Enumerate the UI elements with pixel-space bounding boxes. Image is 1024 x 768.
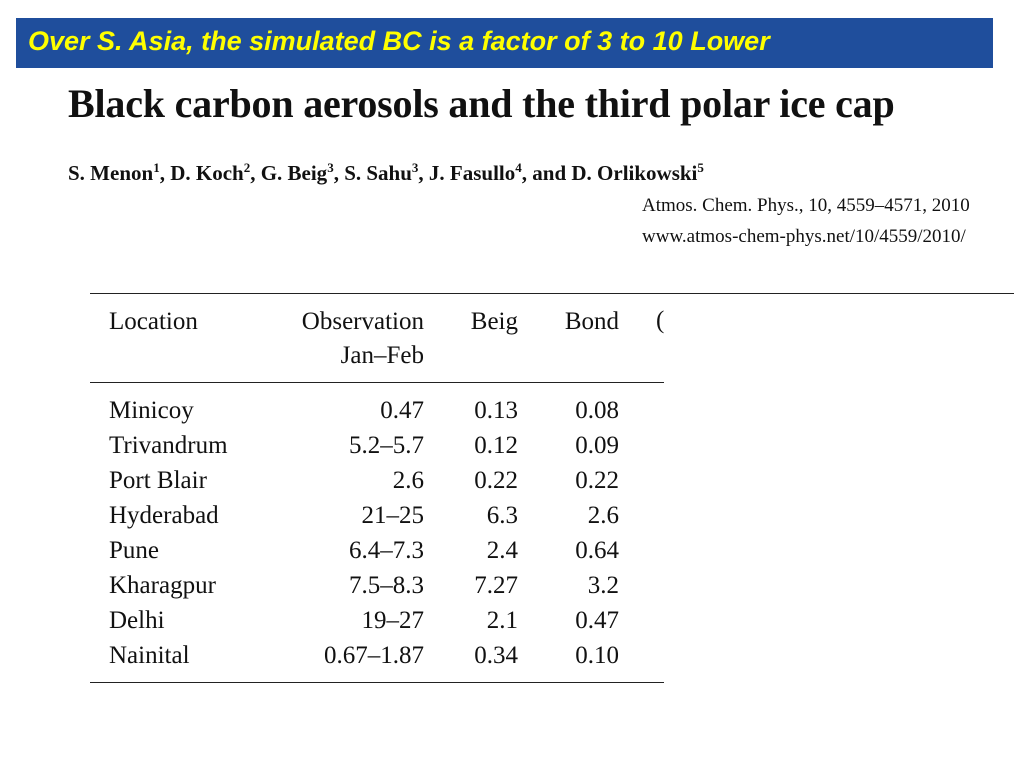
table-top-rule [90,293,1014,294]
author-name: G. Beig [260,161,328,185]
author-name: D. Orlikowski [571,161,698,185]
cell-observation: 21–25 [361,502,424,529]
author-affiliation: 3 [411,160,419,175]
cell-beig: 0.12 [474,432,518,459]
cell-bond: 2.6 [587,502,619,529]
cell-bond: 0.10 [575,642,619,669]
cell-location: Port Blair [109,467,207,494]
cell-bond: 0.64 [575,537,619,564]
header-bond: Bond [564,308,619,335]
journal-url: www.atmos-chem-phys.net/10/4559/2010/ [642,226,966,247]
and-word: and [532,161,567,185]
cell-location: Hyderabad [109,502,219,529]
cell-beig: 0.34 [474,642,518,669]
author-name: S. Sahu [344,161,412,185]
cell-observation: 6.4–7.3 [349,537,424,564]
table-header-rule [90,382,664,383]
header-truncated [656,307,664,337]
cell-beig: 2.4 [486,537,518,564]
author-name: S. Menon [68,161,154,185]
cell-bond: 0.22 [575,467,619,494]
cell-location: Minicoy [109,397,194,424]
cell-beig: 0.13 [474,397,518,424]
header-beig: Beig [470,308,518,335]
author-name: D. Koch [170,161,244,185]
cell-beig: 6.3 [486,502,518,529]
cell-observation: 2.6 [392,467,424,494]
header-observation-period: Jan–Feb [340,342,424,369]
paper-title: Black carbon aerosols and the third polar ice cap [68,81,895,126]
cell-observation: 19–27 [361,607,424,634]
header-location: Location [109,308,198,335]
author-affiliation: 3 [327,160,334,175]
table-bottom-rule [90,682,664,683]
header-observation: Observation [301,308,424,335]
cell-bond: 0.47 [575,607,619,634]
author-affiliation: 2 [243,160,251,175]
cell-beig: 0.22 [474,467,518,494]
banner-text: Over S. Asia, the simulated BC is a factor of 3 to 10 Lower [28,26,770,56]
cell-location: Kharagpur [109,572,216,599]
cell-bond: 3.2 [587,572,619,599]
cell-location: Nainital [109,642,190,669]
author-affiliation: 5 [697,160,704,175]
slide-banner [16,18,993,68]
cell-beig: 7.27 [474,572,518,599]
cell-observation: 0.47 [380,397,424,424]
author-name: J. Fasullo [428,161,516,185]
author-affiliation: 1 [153,160,160,175]
cell-bond: 0.08 [575,397,619,424]
header-truncated-text: ( [656,307,664,334]
cell-observation: 7.5–8.3 [349,572,424,599]
cell-bond: 0.09 [575,432,619,459]
author-list: S. Menon$^1$, D. Koch$^2$, G. Beig$^3$, S. Sahu$^3$, J. Fasullo$^4$, and D. Orlikowski$^5$ [68,160,704,185]
cell-location: Pune [109,537,159,564]
cell-beig: 2.1 [486,607,518,634]
cell-observation: 5.2–5.7 [349,432,424,459]
cell-location: Trivandrum [109,432,228,459]
cell-observation: 0.67–1.87 [324,642,424,669]
journal-citation: Atmos. Chem. Phys., 10, 4559–4571, 2010 [642,195,970,216]
author-affiliation: 4 [515,160,522,175]
cell-location: Delhi [109,607,165,634]
